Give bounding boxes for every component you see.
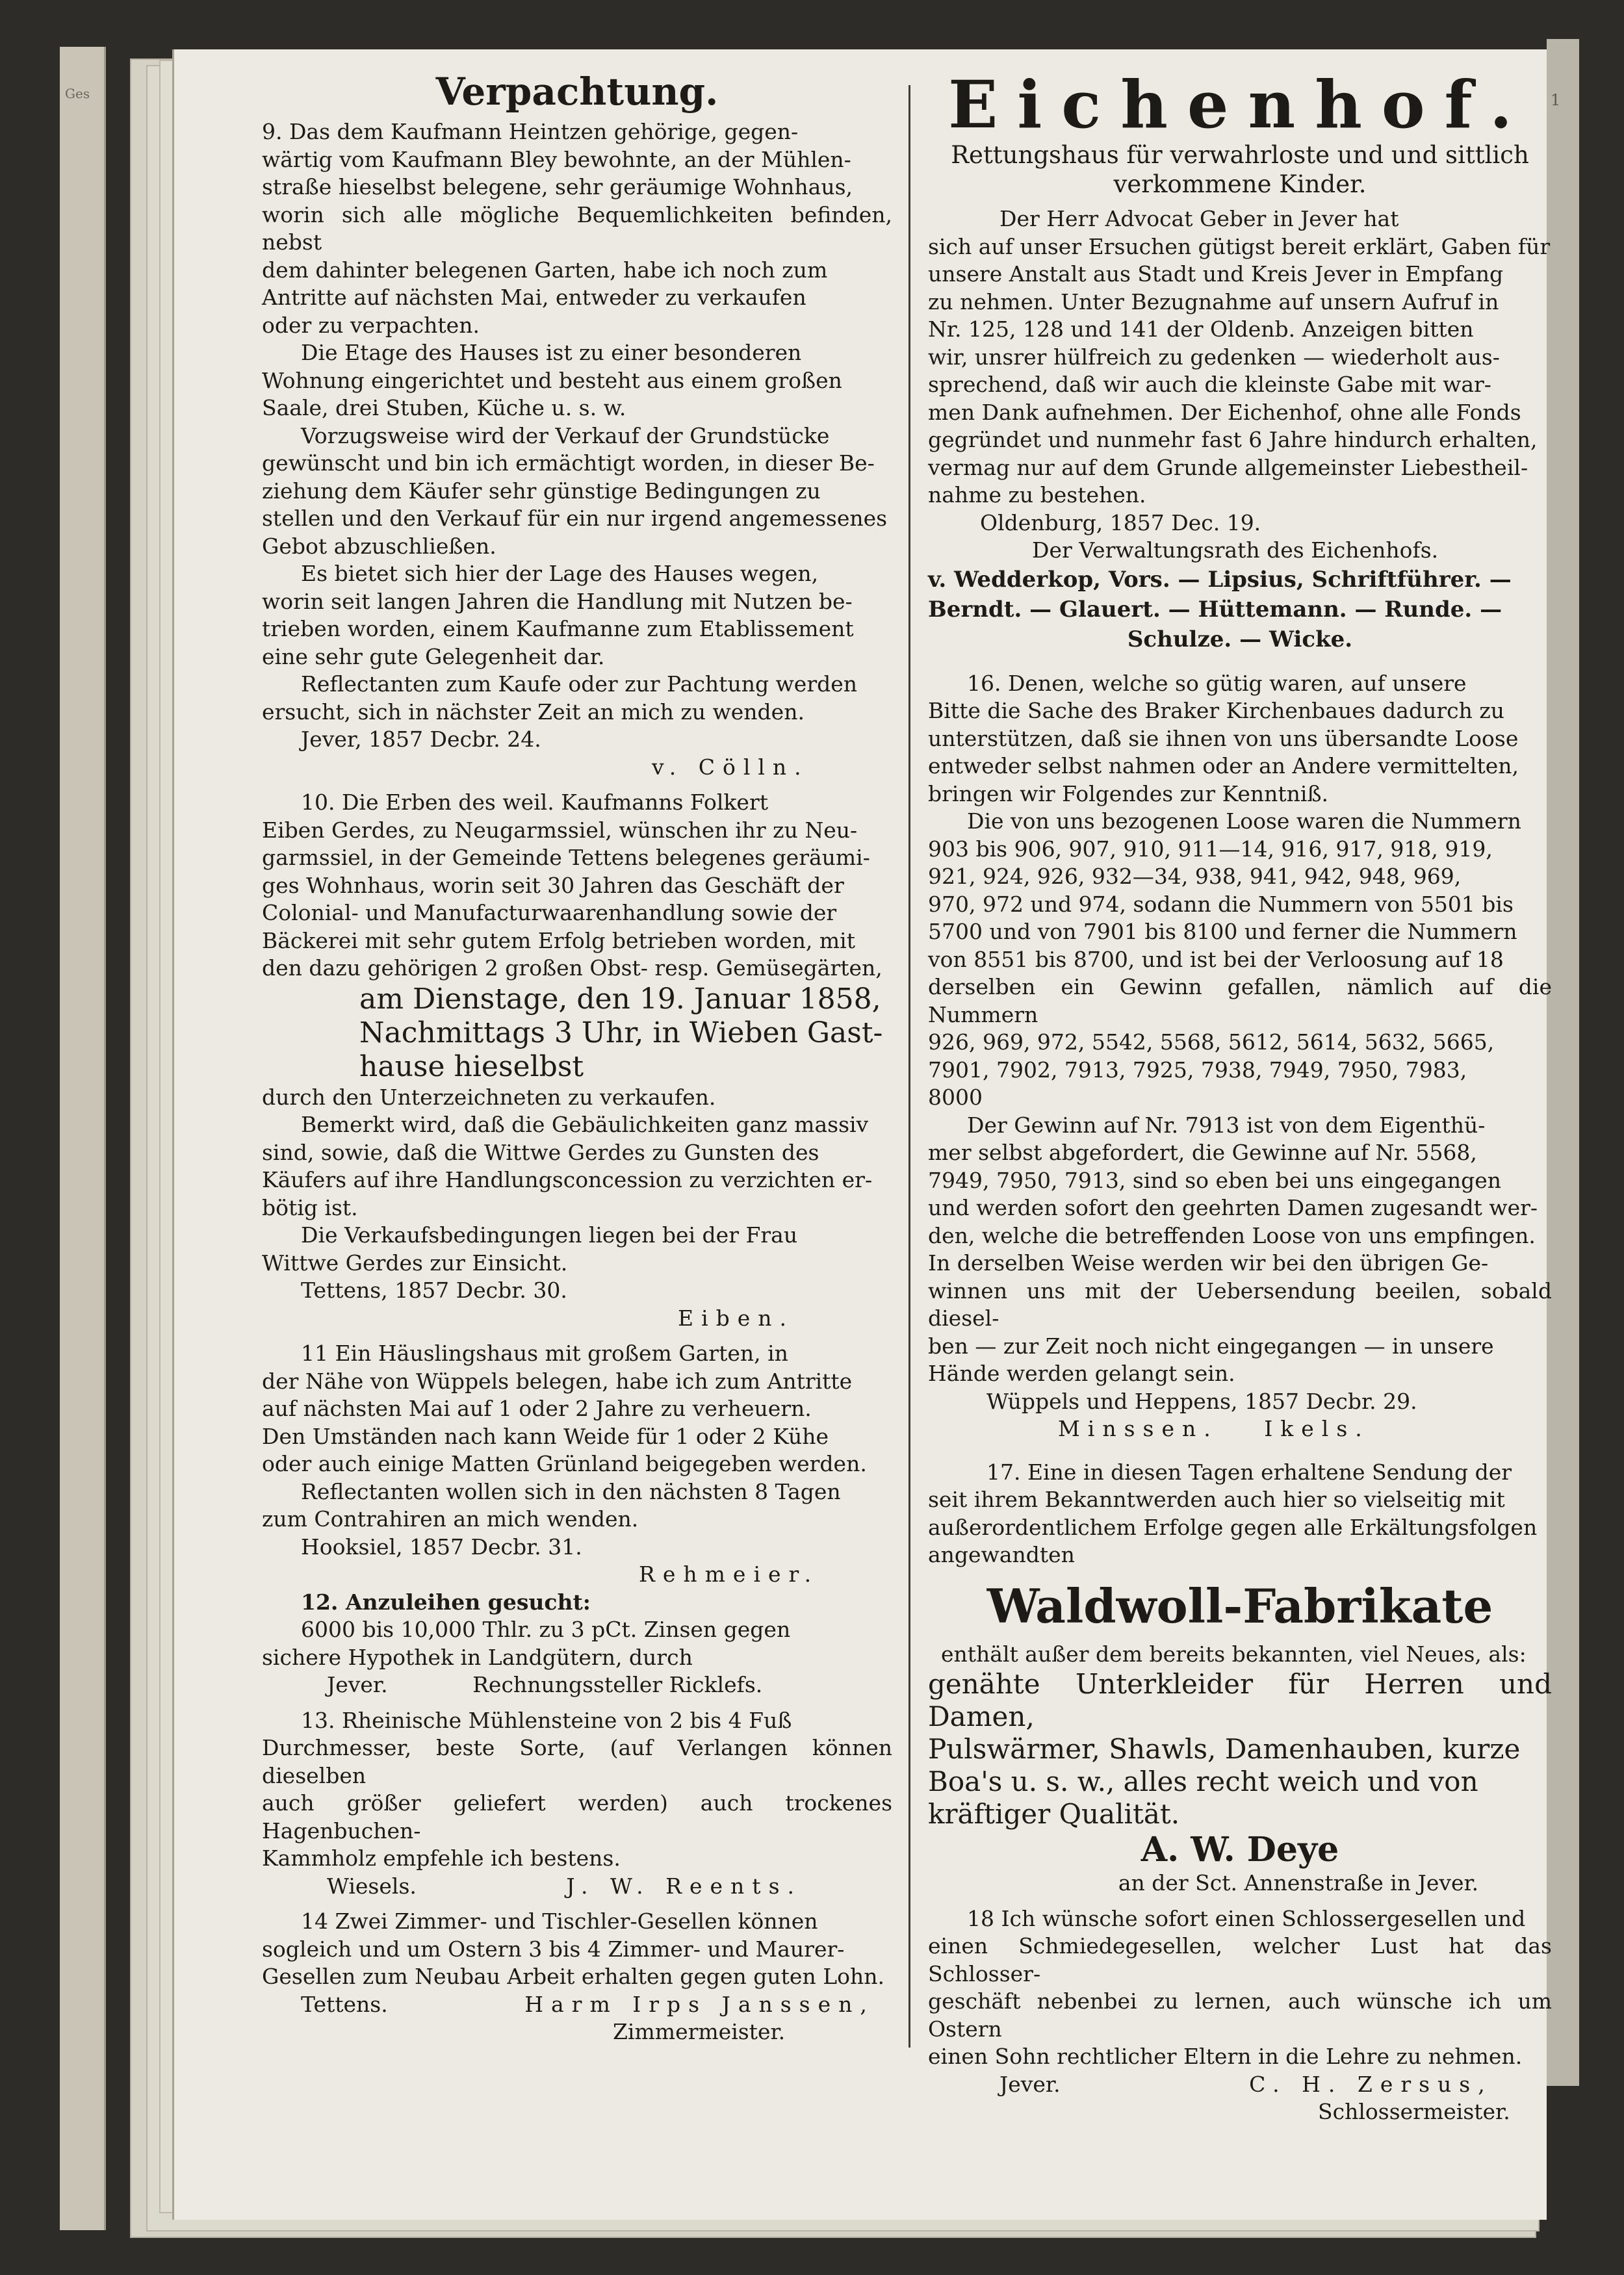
text-line: Bemerkt wird, daß die Gebäulichkeiten ganz massiv xyxy=(301,1112,869,1137)
text-line: 14 Zwei Zimmer- und Tischler-Gesellen können xyxy=(301,1909,818,1934)
text-line: einen Schmiedegesellen, welcher Lust hat das Schlosser- xyxy=(928,1933,1552,1986)
eichenhof-subtitle: verkommene Kinder. xyxy=(1113,170,1367,198)
text-line: 17. Eine in diesen Tagen erhaltene Sendung der xyxy=(986,1459,1512,1485)
place: Jever. xyxy=(327,1672,388,1697)
signature: Ikels. xyxy=(1264,1416,1370,1441)
text-line: unsere Anstalt aus Stadt und Kreis Jever in Empfang xyxy=(928,261,1504,287)
signer-title: Schlossermeister. xyxy=(1318,2099,1510,2124)
text-line: oder zu verpachten. xyxy=(262,312,480,338)
dateline: Tettens, 1857 Decbr. 30. xyxy=(301,1278,567,1303)
text-line: Hände werden gelangt sein. xyxy=(928,1361,1235,1386)
ad-13 xyxy=(262,1707,892,1901)
text-line: worin sich alle mögliche Bequemlichkeiten befinden, nebst xyxy=(262,201,892,255)
text-line: entweder selbst nahmen oder an Andere vermittelten, xyxy=(928,753,1519,778)
text-line: gewünscht und bin ich ermächtigt worden, in dieser Be- xyxy=(262,450,875,476)
place: Tettens. xyxy=(301,1991,388,2017)
text-line: unterstützen, daß sie ihnen von uns übersandte Loose xyxy=(928,725,1519,751)
right-column xyxy=(928,66,1552,2126)
auction-place-line: hause hieselbst xyxy=(359,1049,584,1083)
signature-line xyxy=(928,1415,1552,1443)
dateline: Wüppels und Heppens, 1857 Decbr. 29. xyxy=(986,1388,1417,1414)
signature-line xyxy=(262,1873,892,1901)
signature: Harm Irps Janssen, xyxy=(524,1991,875,2017)
text-line: auf nächsten Mai auf 1 oder 2 Jahre zu verheuern. xyxy=(262,1396,812,1421)
text-line: Reflectanten zum Kaufe oder zur Pachtung werden xyxy=(301,671,858,697)
text-line: Die Verkaufsbedingungen liegen bei der Frau xyxy=(301,1222,798,1248)
text-line: 10. Die Erben des weil. Kaufmanns Folkert xyxy=(301,790,768,815)
right-tab-text: 1 xyxy=(1551,91,1561,109)
text-line: 7949, 7950, 7913, sind so eben bei uns eingegangen xyxy=(928,1167,1502,1193)
text-line: ersucht, sich in nächster Zeit an mich zu wenden. xyxy=(262,699,805,725)
ad-12 xyxy=(262,1589,892,1699)
signature-line xyxy=(262,1671,892,1699)
merchant-signature: A. W. Deye xyxy=(1141,1830,1339,1870)
text-line: Reflectanten wollen sich in den nächsten 8 Tagen xyxy=(301,1478,841,1504)
text-line: Es bietet sich hier der Lage des Hauses wegen, xyxy=(301,561,819,586)
text-line: wärtig vom Kaufmann Bley bewohnte, an der Mühlen- xyxy=(262,146,851,172)
text-line: sind, sowie, daß die Wittwe Gerdes zu Gunsten des xyxy=(262,1139,819,1165)
text-line: derselben ein Gewinn gefallen, nämlich auf die Nummern xyxy=(928,974,1552,1027)
text-line: Colonial- und Manufacturwaarenhandlung sowie der xyxy=(262,900,837,925)
text-line: Kammholz empfehle ich bestens. xyxy=(262,1845,621,1871)
signature: J. W. Reents. xyxy=(566,1873,802,1899)
text-line: ges Wohnhaus, worin seit 30 Jahren das Geschäft der xyxy=(262,872,844,898)
text-line: Eiben Gerdes, zu Neugarmssiel, wünschen ihr zu Neu- xyxy=(262,817,858,843)
text-line: Gesellen zum Neubau Arbeit erhalten gegen guten Lohn. xyxy=(262,1964,884,1989)
ad-18 xyxy=(928,1905,1552,2126)
names-line: Schulze. — Wicke. xyxy=(1127,626,1353,652)
text-line: durch den Unterzeichneten zu verkaufen. xyxy=(262,1084,716,1110)
text-line: bringen wir Folgendes zur Kenntniß. xyxy=(928,780,1328,806)
text-line: trieben worden, einem Kaufmanne zum Etablissement xyxy=(262,616,854,641)
eichenhof-title: Eichenhof. xyxy=(948,66,1532,143)
text-line: 921, 924, 926, 932—34, 938, 941, 942, 948, 969, xyxy=(928,864,1462,889)
text-line: stellen und den Verkauf für ein nur irgend angemessenes xyxy=(262,506,888,531)
text-line: 970, 972 und 974, sodann die Nummern von 5501 bis xyxy=(928,891,1514,917)
text-line: In derselben Weise werden wir bei den übrigen Ge- xyxy=(928,1250,1489,1276)
signature: C. H. Zersus, xyxy=(1249,2071,1493,2097)
board-line: Der Verwaltungsrath des Eichenhofs. xyxy=(1032,537,1439,563)
signature-line xyxy=(262,1991,892,2019)
product-line: Pulswärmer, Shawls, Damenhauben, kurze xyxy=(928,1733,1521,1765)
text-line: sichere Hypothek in Landgütern, durch xyxy=(262,1644,693,1670)
signature: Eiben. xyxy=(678,1305,795,1331)
text-line: Der Gewinn auf Nr. 7913 ist von dem Eigenthü- xyxy=(967,1112,1486,1138)
ad-11 xyxy=(262,1340,892,1589)
text-line: sich auf unser Ersuchen gütigst bereit erklärt, Gaben für xyxy=(928,233,1551,259)
text-line: nahme zu bestehen. xyxy=(928,482,1146,508)
product-list xyxy=(928,1668,1552,1831)
left-column xyxy=(262,69,892,2046)
left-binding-edge xyxy=(60,47,106,2230)
text-line: 11 Ein Häuslingshaus mit großem Garten, in xyxy=(301,1341,788,1366)
signature: v. Cölln. xyxy=(652,754,809,780)
place: Wiesels. xyxy=(327,1873,417,1899)
text-line: Gebot abzuschließen. xyxy=(262,533,496,559)
text-line: der Nähe von Wüppels belegen, habe ich zum Antritte xyxy=(262,1368,853,1394)
text-line: seit ihrem Bekanntwerden auch hier so vielseitig mit xyxy=(928,1487,1505,1512)
text-line: zu nehmen. Unter Bezugnahme auf unsern Aufruf in xyxy=(928,289,1499,315)
text-line: mer selbst abgefordert, die Gewinne auf Nr. 5568, xyxy=(928,1140,1477,1165)
text-line: garmssiel, in der Gemeinde Tettens belegenes geräumi- xyxy=(262,845,870,870)
text-line: angewandten xyxy=(928,1542,1075,1567)
auction-date-line: am Dienstage, den 19. Januar 1858, xyxy=(359,982,881,1016)
text-line: men Dank aufnehmen. Der Eichenhof, ohne alle Fonds xyxy=(928,399,1521,425)
signature: Rechnungssteller Ricklefs. xyxy=(472,1672,763,1697)
ad-10 xyxy=(262,789,892,1332)
ad-14 xyxy=(262,1908,892,2046)
merchant-address: an der Sct. Annenstraße in Jever. xyxy=(1118,1870,1479,1896)
text-line: Der Herr Advocat Geber in Jever hat xyxy=(999,206,1399,231)
column-divider xyxy=(909,85,910,2048)
text-line: geschäft nebenbei zu lernen, auch wünsche ich um Ostern xyxy=(928,1988,1552,2042)
text-line: Wittwe Gerdes zur Einsicht. xyxy=(262,1250,568,1276)
text-line: wir, unsrer hülfreich zu gedenken — wiederholt aus- xyxy=(928,344,1500,370)
signature: Minssen. xyxy=(1058,1416,1218,1441)
text-line: eine sehr gute Gelegenheit dar. xyxy=(262,643,605,669)
eichenhof-notice xyxy=(928,205,1552,565)
text-line: winnen uns mit der Uebersendung beeilen, sobald diesel- xyxy=(928,1278,1552,1331)
dateline: Oldenburg, 1857 Dec. 19. xyxy=(980,509,1261,535)
text-line: 8000 xyxy=(928,1085,983,1110)
text-line: Nr. 125, 128 und 141 der Oldenb. Anzeigen bitten xyxy=(928,316,1474,342)
text-line: Käufers auf ihre Handlungsconcession zu verzichten er- xyxy=(262,1167,873,1192)
text-line: Den Umständen nach kann Weide für 1 oder 2 Kühe xyxy=(262,1423,829,1449)
place: Jever. xyxy=(999,2071,1061,2097)
left-tab-text: Ges xyxy=(65,86,90,101)
signer-title: Zimmermeister. xyxy=(613,2019,786,2044)
text-line: sprechend, daß wir auch die kleinste Gabe mit war- xyxy=(928,372,1491,397)
text-line: auch größer geliefert werden) auch trockenes Hagenbuchen- xyxy=(262,1790,892,1844)
text-line: dem dahinter belegenen Garten, habe ich noch zum xyxy=(262,257,828,283)
text-line: 18 Ich wünsche sofort einen Schlossergesellen und xyxy=(967,1905,1526,1931)
signature-line xyxy=(928,2071,1552,2099)
text-line: Wohnung eingerichtet und besteht aus einem großen xyxy=(262,367,842,393)
signature: Rehmeier. xyxy=(639,1562,819,1587)
dateline: Jever, 1857 Decbr. 24. xyxy=(301,726,541,752)
text-line: straße hieselbst belegene, sehr geräumige Wohnhaus, xyxy=(262,174,853,199)
text-line: Antritte auf nächsten Mai, entweder zu verkaufen xyxy=(262,285,806,310)
product-line: Boa's u. s. w., alles recht weich und von xyxy=(928,1766,1478,1797)
text-line: den dazu gehörigen 2 großen Obst- resp. Gemüsegärten, xyxy=(262,955,883,981)
text-line: außerordentlichem Erfolge gegen alle Erkältungsfolgen xyxy=(928,1514,1538,1540)
text-line: vermag nur auf dem Grunde allgemeinster Liebestheil- xyxy=(928,454,1528,480)
text-line: 16. Denen, welche so gütig waren, auf unsere xyxy=(967,670,1467,696)
text-line: 926, 969, 972, 5542, 5568, 5612, 5614, 5632, 5665, xyxy=(928,1029,1495,1055)
text-line: 7901, 7902, 7913, 7925, 7938, 7949, 7950, 7983, xyxy=(928,1057,1467,1083)
text-line: Vorzugsweise wird der Verkauf der Grundstücke xyxy=(301,422,830,448)
text-line: ziehung dem Käufer sehr günstige Bedingungen zu xyxy=(262,478,821,504)
product-line: genähte Unterkleider für Herren und Damen, xyxy=(928,1668,1552,1732)
names-line: v. Wedderkop, Vors. — Lipsius, Schriftführer. — xyxy=(928,566,1512,593)
text-line: einen Sohn rechtlicher Eltern in die Lehre zu nehmen. xyxy=(928,2044,1523,2069)
text-line: von 8551 bis 8700, und ist bei der Verloosung auf 18 xyxy=(928,946,1504,972)
text-line: zum Contrahiren an mich wenden. xyxy=(262,1506,639,1532)
text-line: bötig ist. xyxy=(262,1194,358,1220)
ad-17 xyxy=(928,1459,1552,1569)
section-title: Verpachtung. xyxy=(435,70,719,114)
text-line: enthält außer dem bereits bekannten, viel Neues, als: xyxy=(941,1641,1527,1667)
text-line: 5700 und von 7901 bis 8100 und ferner die Nummern xyxy=(928,919,1517,944)
auction-time-line: Nachmittags 3 Uhr, in Wieben Gast- xyxy=(359,1016,883,1049)
text-line: 9. Das dem Kaufmann Heintzen gehörige, gegen- xyxy=(262,119,799,144)
text-line: Die Etage des Hauses ist zu einer besonderen xyxy=(301,340,802,365)
text-line: sogleich und um Ostern 3 bis 4 Zimmer- und Maurer- xyxy=(262,1936,845,1962)
board-members xyxy=(928,565,1552,654)
ad-9 xyxy=(262,118,892,781)
text-line: den, welche die betreffenden Loose von uns empfingen. xyxy=(928,1222,1536,1248)
text-line: 903 bis 906, 907, 910, 911—14, 916, 917, 918, 919, xyxy=(928,836,1493,862)
text-line: worin seit langen Jahren die Handlung mit Nutzen be- xyxy=(262,588,853,614)
text-line: 13. Rheinische Mühlensteine von 2 bis 4 Fuß xyxy=(301,1707,792,1733)
dateline: Hooksiel, 1857 Decbr. 31. xyxy=(301,1534,582,1560)
newspaper-page xyxy=(172,49,1552,2220)
text-line: ben — zur Zeit noch nicht eingegangen — in unsere xyxy=(928,1333,1494,1359)
text-line: und werden sofort den geehrten Damen zugesandt wer- xyxy=(928,1195,1538,1220)
ad-heading: 12. Anzuleihen gesucht: xyxy=(301,1589,591,1615)
eichenhof-subtitle: Rettungshaus für verwahrloste und und sittlich xyxy=(951,141,1529,169)
ad-16 xyxy=(928,670,1552,1443)
names-line: Berndt. — Glauert. — Hüttemann. — Runde. — xyxy=(928,596,1502,623)
text-line: Die von uns bezogenen Loose waren die Nummern xyxy=(967,808,1521,834)
text-line: oder auch einige Matten Grünland beigegeben werden. xyxy=(262,1451,867,1476)
text-line: Bitte die Sache des Braker Kirchenbaues dadurch zu xyxy=(928,698,1504,723)
product-line: kräftiger Qualität. xyxy=(928,1798,1180,1830)
text-line: Saale, drei Stuben, Küche u. s. w. xyxy=(262,395,626,420)
text-line: Durchmesser, beste Sorte, (auf Verlangen können dieselben xyxy=(262,1735,892,1788)
product-headline: Waldwoll-Fabrikate xyxy=(986,1578,1493,1634)
text-line: Bäckerei mit sehr gutem Erfolg betrieben worden, mit xyxy=(262,927,855,953)
text-line: gegründet und nunmehr fast 6 Jahre hindurch erhalten, xyxy=(928,427,1538,452)
text-line: 6000 bis 10,000 Thlr. zu 3 pCt. Zinsen gegen xyxy=(301,1617,791,1642)
